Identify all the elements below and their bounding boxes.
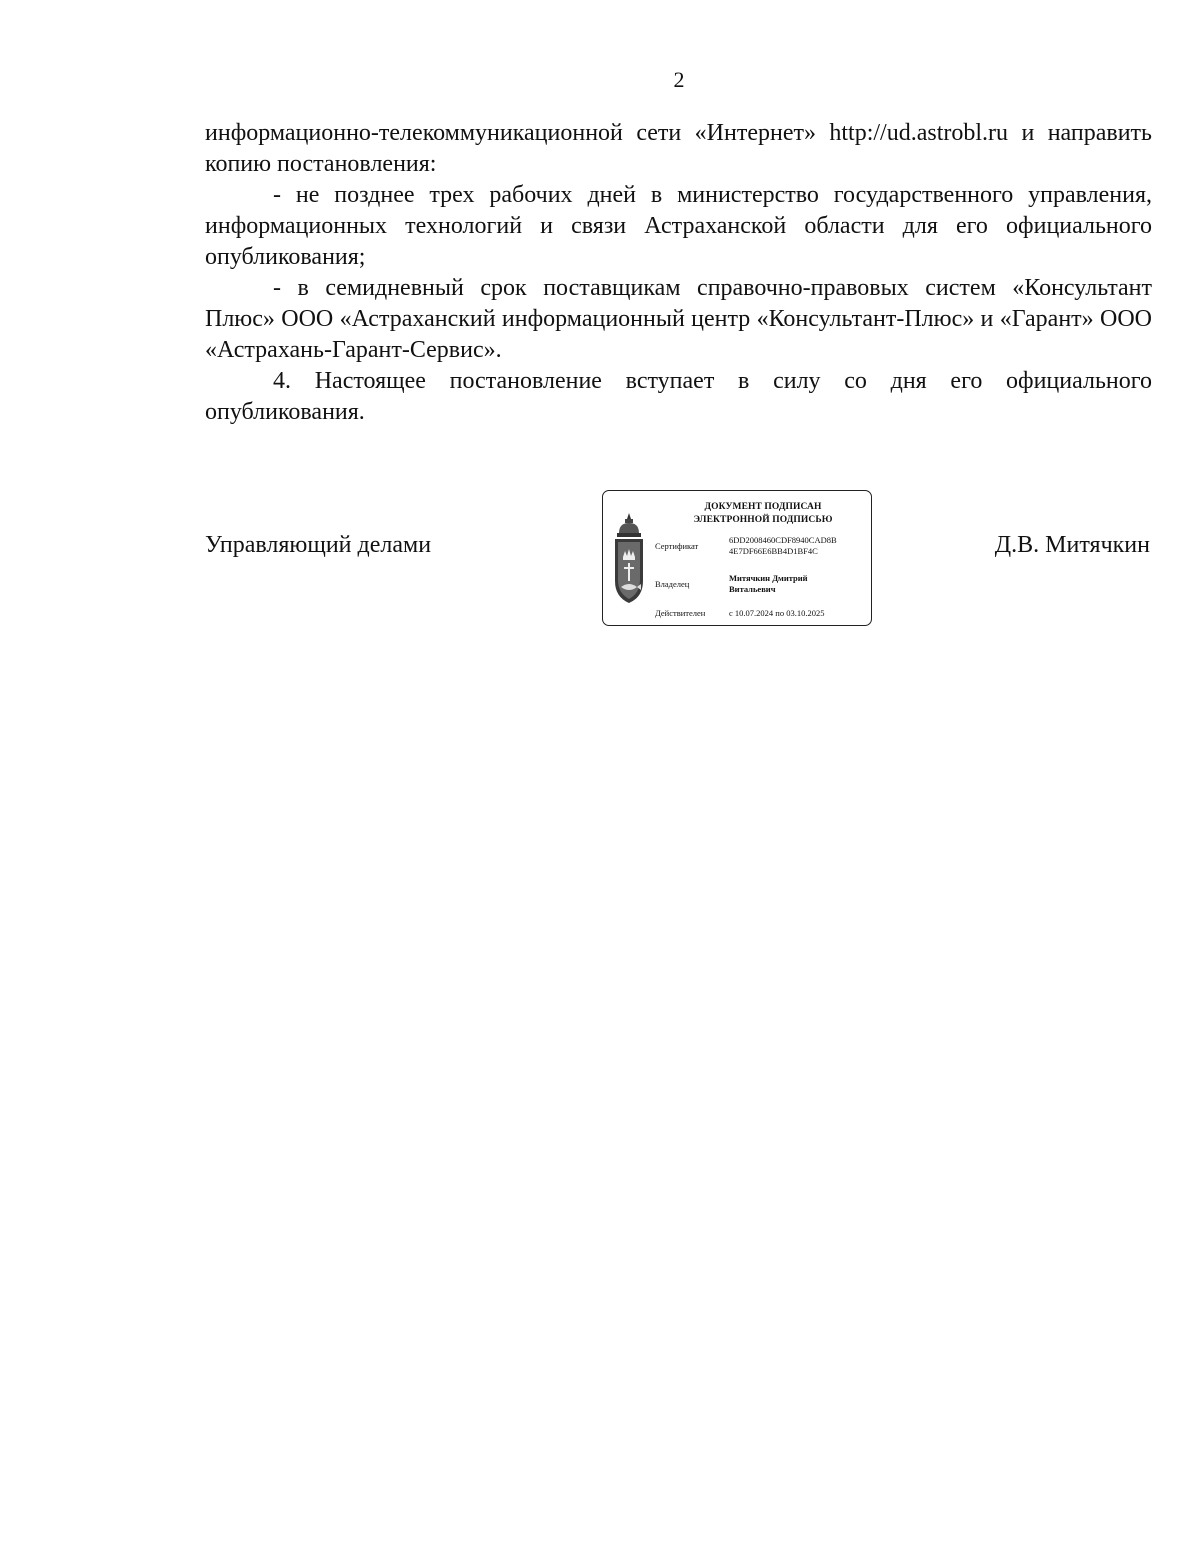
signatory-position: Управляющий делами [205, 532, 432, 558]
certificate-label: Сертификат [655, 541, 699, 551]
page-number: 2 [673, 67, 685, 92]
document-body [205, 118, 1152, 428]
paragraph-internet: информационно-телекоммуникационной сети «Интернет» http://ud.astrobl.ru и направить копию постановления: [205, 120, 1152, 177]
validity-value: с 10.07.2024 по 03.10.2025 [729, 608, 825, 618]
owner-value [729, 573, 875, 595]
validity-label: Действителен [655, 608, 706, 618]
signature-block [205, 490, 1150, 630]
stamp-title-line2: ЭЛЕКТРОННОЙ ПОДПИСЬЮ [693, 515, 833, 525]
stamp-title [663, 501, 863, 527]
paragraph-ministry: - не позднее трех рабочих дней в министерство государственного управления, информационных технологий и связи Астраханской области для его официального опубликования; [205, 182, 1152, 270]
owner-label: Владелец [655, 579, 690, 589]
certificate-value [729, 535, 875, 557]
electronic-signature-stamp [602, 490, 872, 626]
certificate-value-line1: 6DD2008460CDF8940CAD8B [729, 535, 837, 545]
paragraph-effective-date: 4. Настоящее постановление вступает в силу со дня его официального опубликования. [205, 368, 1152, 425]
signer-name: Д.В. Митячкин [994, 532, 1150, 558]
certificate-value-line2: 4E7DF66E6BB4D1BF4C [729, 546, 818, 556]
paragraph-legal-systems: - в семидневный срок поставщикам справочно-правовых систем «Консультант Плюс» ООО «Астраханский информационный центр «Консультант-Плюс» и «Гарант» ООО «Астрахань-Гарант-Сервис». [205, 275, 1152, 363]
owner-value-line1: Митячкин Дмитрий [729, 573, 808, 583]
astrakhan-coat-of-arms-icon [611, 511, 647, 611]
owner-value-line2: Витальевич [729, 584, 776, 594]
stamp-title-line1: ДОКУМЕНТ ПОДПИСАН [704, 502, 822, 512]
